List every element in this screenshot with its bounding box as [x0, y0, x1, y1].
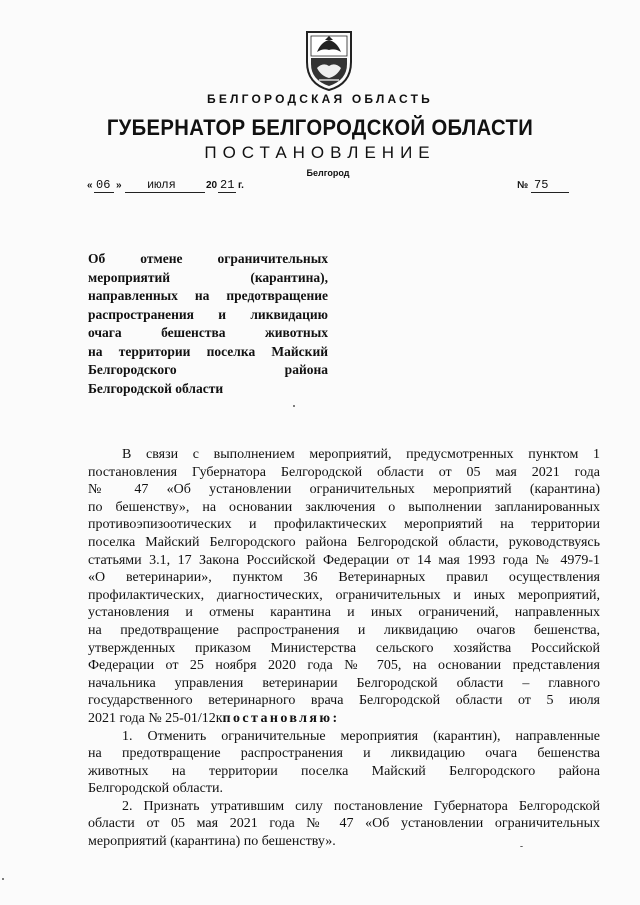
body-line: Федерации от 25 ноября 2020 года № 705, на основании представления	[88, 658, 600, 674]
title-line: Белгородского района	[88, 362, 328, 377]
item-1-line: животных на территории поселка Майский Белгородского района	[88, 763, 600, 779]
body-line: по бешенству», на основании заключения о выполнении запланированных	[88, 499, 600, 515]
month-underline	[125, 192, 205, 193]
governor-heading: ГУБЕРНАТОР БЕЛГОРОДСКОЙ ОБЛАСТИ	[106, 115, 534, 140]
day-underline	[94, 192, 114, 193]
title-line: Белгородской области	[88, 380, 224, 396]
item-1-line: на предотвращение распространения и ликвидацию очага бешенства	[88, 746, 600, 762]
item-1-line: Белгородской области.	[88, 781, 223, 797]
coat-of-arms-icon	[299, 28, 359, 94]
date-month: июля	[147, 178, 176, 192]
body-line: № 47 «Об установлении ограничительных мероприятий (карантина)	[88, 482, 600, 498]
item-2-line: области от 05 мая 2021 года № 47 «Об установлении ограничительных	[88, 816, 600, 832]
number-underline	[531, 192, 569, 193]
scan-speck	[520, 846, 523, 847]
decree-body	[88, 446, 600, 851]
scan-speck	[2, 878, 4, 880]
region-name: БЕЛГОРОДСКАЯ ОБЛАСТЬ	[207, 92, 433, 106]
title-line: распространения и ликвидацию	[88, 306, 328, 322]
body-line: статьями 3.1, 17 Закона Российской Федерации от 14 мая 1993 года № 4979-1	[88, 552, 600, 568]
body-line: В связи с выполнением мероприятий, предусмотренных пунктом 1	[122, 447, 600, 462]
title-line: Об отмене ограничительных	[88, 251, 328, 266]
body-line: утвержденных приказом Министерства сельского хозяйства Российской	[88, 640, 600, 656]
scan-speck	[293, 405, 295, 407]
body-line: противоэпизоотических и профилактических мероприятий на территории	[88, 517, 600, 533]
document-number: 75	[534, 178, 549, 192]
number-label: №	[517, 180, 529, 191]
body-line: на предотвращение распространения и ликвидацию очагов бешенства,	[88, 622, 600, 638]
title-line: направленных на предотвращение	[88, 288, 328, 303]
date-day: 06	[96, 178, 111, 192]
title-line: очага бешенства животных	[88, 325, 328, 340]
item-1-line: 1. Отменить ограничительные мероприятия (карантин), направленные	[122, 728, 600, 744]
year-underline	[218, 192, 236, 193]
resolution-reference: 2021 года № 25-01/12к	[88, 710, 223, 726]
title-line: на территории поселка Майский	[88, 343, 328, 359]
body-line-resolution	[88, 710, 600, 728]
title-line: мероприятий (карантина),	[88, 269, 328, 285]
resolution-keyword: постановляю:	[222, 710, 340, 726]
body-line: начальника управления ветеринарии Белгородской области – главного	[88, 675, 600, 691]
body-line: государственного ветеринарного врача Белгородской области от 5 июля	[88, 693, 600, 709]
date-year-prefix: 20	[206, 180, 218, 191]
document-type: ПОСТАНОВЛЕНИЕ	[204, 143, 436, 162]
body-line: поселка Майский Белгородского района Белгородской области, руководствуясь	[88, 534, 600, 550]
item-2-line: 2. Признать утратившим силу постановление Губернатора Белгородской	[122, 798, 600, 814]
body-line: установления и отмены карантина и иных ограничений, направленных	[88, 605, 600, 621]
date-close-quote: »	[116, 180, 122, 191]
dateline	[87, 180, 567, 198]
body-line: постановления Губернатора Белгородской области от 05 мая 2021 года	[88, 464, 600, 480]
date-year-suffix: 21	[220, 178, 235, 192]
body-line: профилактических, диагностических, ограничительных и иных мероприятий,	[88, 587, 600, 603]
body-line: «О ветеринарии», пунктом 36 Ветеринарных правил осуществления	[88, 570, 600, 586]
date-year-label: г.	[238, 180, 244, 191]
date-open-quote: «	[87, 180, 93, 191]
city-name: Белгород	[306, 168, 350, 178]
item-2-line: мероприятий (карантина) по бешенству».	[88, 834, 336, 850]
decree-title	[88, 250, 328, 398]
